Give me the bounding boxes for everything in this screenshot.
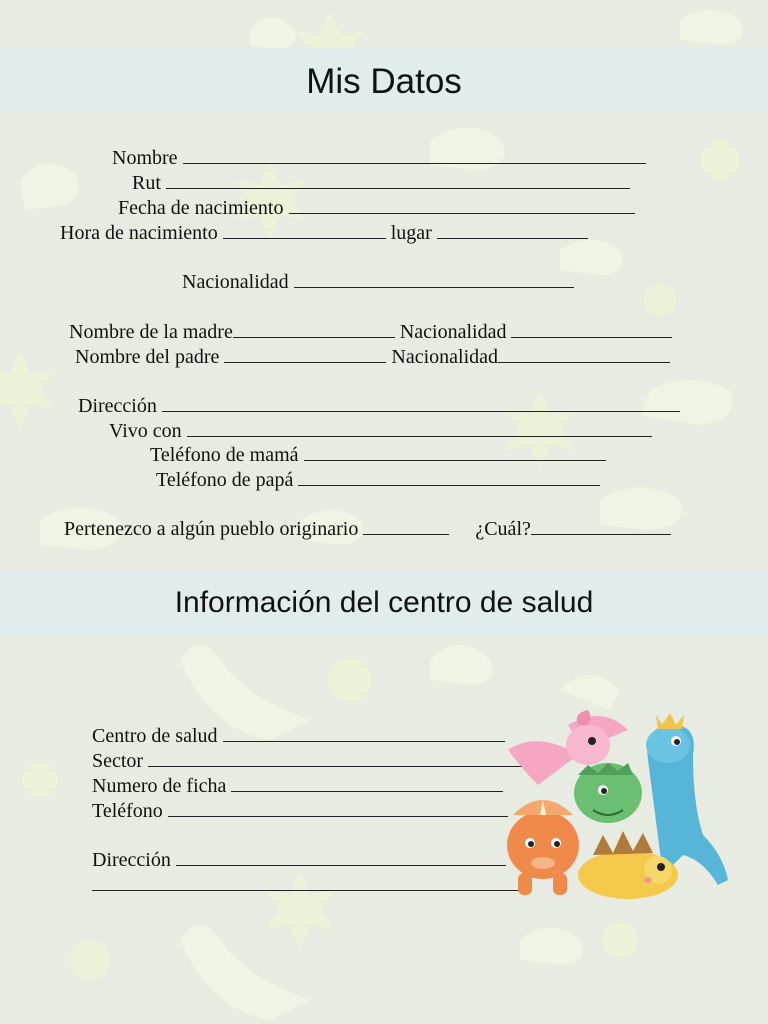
field-numero-ficha: Numero de ficha xyxy=(92,774,503,798)
centro-salud-input-line[interactable] xyxy=(223,724,505,742)
field-sector: Sector xyxy=(92,749,536,773)
orange-triceratops-icon xyxy=(507,800,579,895)
field-nombre-padre: Nombre del padre Nacionalidad xyxy=(75,345,670,369)
field-rut: Rut xyxy=(132,171,630,195)
field-fecha-nacimiento: Fecha de nacimiento xyxy=(118,196,635,220)
nacionalidad-madre-input-line[interactable] xyxy=(511,320,672,338)
section-title: Información del centro de salud xyxy=(174,586,594,619)
dinosaur-group-illustration xyxy=(498,705,734,910)
field-centro-salud: Centro de salud xyxy=(92,724,505,748)
field-telefono-papa: Teléfono de papá xyxy=(156,468,600,492)
field-hora-nacimiento: Hora de nacimiento lugar xyxy=(60,221,588,245)
field-nacionalidad: Nacionalidad xyxy=(182,270,574,294)
telefono-papa-input-line[interactable] xyxy=(298,468,600,486)
field-pueblo-originario: Pertenezco a algún pueblo originario ¿Cuál? xyxy=(64,517,671,541)
direccion-centro-input-line-2[interactable] xyxy=(92,873,522,891)
vivo-con-input-line[interactable] xyxy=(187,419,652,437)
field-direccion: Dirección xyxy=(78,394,680,418)
field-direccion-line-2 xyxy=(92,873,522,897)
field-telefono: Teléfono xyxy=(92,799,508,823)
nacionalidad-input-line[interactable] xyxy=(294,270,574,288)
section-header-mis-datos xyxy=(0,48,768,112)
fecha-nacimiento-input-line[interactable] xyxy=(289,196,635,214)
field-direccion-centro: Dirección xyxy=(92,848,506,872)
direccion-input-line[interactable] xyxy=(162,394,680,412)
field-nombre: Nombre xyxy=(112,146,646,170)
nacionalidad-padre-input-line[interactable] xyxy=(498,345,670,363)
field-telefono-mama: Teléfono de mamá xyxy=(150,443,606,467)
nombre-input-line[interactable] xyxy=(183,146,646,164)
lugar-input-line[interactable] xyxy=(437,221,588,239)
nombre-padre-input-line[interactable] xyxy=(224,345,386,363)
telefono-input-line[interactable] xyxy=(168,799,508,817)
sector-input-line[interactable] xyxy=(148,749,536,767)
nombre-madre-input-line[interactable] xyxy=(233,320,395,338)
rut-input-line[interactable] xyxy=(166,171,630,189)
section-header-centro-salud xyxy=(0,572,768,635)
field-vivo-con: Vivo con xyxy=(109,419,652,443)
section-title: Mis Datos xyxy=(306,62,462,101)
numero-ficha-input-line[interactable] xyxy=(231,774,503,792)
telefono-mama-input-line[interactable] xyxy=(304,443,606,461)
cual-input-line[interactable] xyxy=(531,517,671,535)
pueblo-originario-input-line[interactable] xyxy=(363,517,449,535)
field-nombre-madre: Nombre de la madre Nacionalidad xyxy=(69,320,672,344)
direccion-centro-input-line[interactable] xyxy=(176,848,506,866)
hora-nacimiento-input-line[interactable] xyxy=(223,221,386,239)
green-dinosaur-icon xyxy=(574,763,642,823)
